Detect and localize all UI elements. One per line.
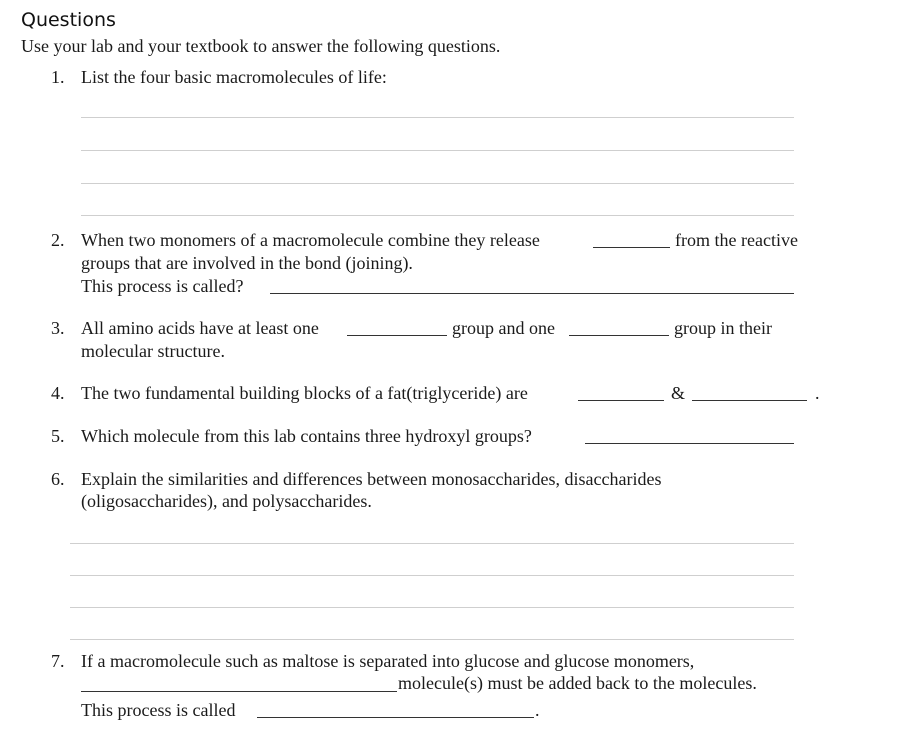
question-6-text-b: (oligosaccharides), and polysaccharides. bbox=[81, 491, 372, 511]
question-1-number: 1. bbox=[51, 67, 65, 87]
question-3-text-d: molecular structure. bbox=[81, 341, 225, 361]
question-2-text-b: from the reactive bbox=[675, 230, 798, 250]
question-6-text-a: Explain the similarities and differences between monosaccharides, disaccharides bbox=[81, 469, 662, 489]
question-7-blank-2[interactable] bbox=[257, 717, 534, 718]
question-7-number: 7. bbox=[51, 651, 65, 671]
question-4-blank-2[interactable] bbox=[692, 400, 807, 401]
question-2-blank-1[interactable] bbox=[593, 247, 670, 248]
question-5-text: Which molecule from this lab contains three hydroxyl groups? bbox=[81, 426, 532, 446]
answer-line-4[interactable] bbox=[81, 215, 794, 216]
question-3-blank-1[interactable] bbox=[347, 335, 447, 336]
answer-line-3[interactable] bbox=[81, 183, 794, 184]
question-2-text-d: This process is called? bbox=[81, 276, 244, 296]
question-3-number: 3. bbox=[51, 318, 65, 338]
question-2-blank-2[interactable] bbox=[270, 293, 794, 294]
page-title: Questions bbox=[21, 9, 116, 31]
question-2-text-a: When two monomers of a macromolecule combine they release bbox=[81, 230, 540, 250]
question-4-blank-1[interactable] bbox=[578, 400, 664, 401]
question-7-text-c: This process is called bbox=[81, 700, 236, 720]
instructions: Use your lab and your textbook to answer the following questions. bbox=[21, 36, 501, 56]
answer-line-5[interactable] bbox=[70, 543, 794, 544]
answer-line-6[interactable] bbox=[70, 575, 794, 576]
question-7-text-a: If a macromolecule such as maltose is separated into glucose and glucose monomers, bbox=[81, 651, 695, 671]
question-7-blank-1[interactable] bbox=[81, 691, 397, 692]
question-7-period: . bbox=[535, 700, 540, 720]
answer-line-1[interactable] bbox=[81, 117, 794, 118]
question-4-ampersand: & bbox=[671, 383, 686, 403]
question-4-text: The two fundamental building blocks of a fat(triglyceride) are bbox=[81, 383, 528, 403]
question-4-number: 4. bbox=[51, 383, 65, 403]
question-5-number: 5. bbox=[51, 426, 65, 446]
question-3-blank-2[interactable] bbox=[569, 335, 669, 336]
question-2-text-c: groups that are involved in the bond (joining). bbox=[81, 253, 413, 273]
question-3-text-b: group and one bbox=[452, 318, 555, 338]
question-3-text-c: group in their bbox=[674, 318, 772, 338]
question-3-text-a: All amino acids have at least one bbox=[81, 318, 319, 338]
question-6-number: 6. bbox=[51, 469, 65, 489]
question-5-blank[interactable] bbox=[585, 443, 794, 444]
question-1-text: List the four basic macromolecules of life: bbox=[81, 67, 387, 87]
answer-line-8[interactable] bbox=[70, 639, 794, 640]
answer-line-7[interactable] bbox=[70, 607, 794, 608]
answer-line-2[interactable] bbox=[81, 150, 794, 151]
question-4-period: . bbox=[815, 383, 820, 403]
question-2-number: 2. bbox=[51, 230, 65, 250]
question-7-text-b: molecule(s) must be added back to the molecules. bbox=[398, 673, 757, 693]
